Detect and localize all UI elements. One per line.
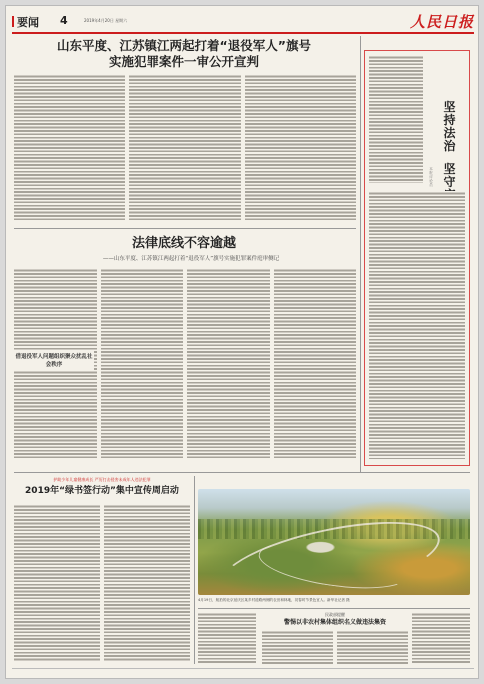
middle-subheadline: ——山东平度、江苏镇江两起打着“退役军人”旗号实施犯罪案件庭审侧记 (102, 256, 280, 262)
text-column (104, 504, 190, 662)
text-column (14, 504, 100, 662)
photo-caption: 4月19日，航拍的北京延庆区某乡村道路两侧的农田和林地，初春时节景色宜人。新华社记者 摄 (198, 598, 350, 602)
lower-story-body (262, 630, 408, 664)
text-column (129, 74, 240, 222)
top-story-side-column (268, 74, 356, 222)
masthead-logo: 人民日报 (409, 13, 474, 31)
commentary-intro-text (369, 55, 423, 183)
section-label (12, 14, 39, 30)
text-column (14, 74, 125, 222)
lower-left-text (198, 612, 256, 664)
text-column (187, 268, 270, 458)
text-column (274, 268, 357, 458)
text-column (337, 630, 408, 664)
lower-right-text (412, 612, 470, 664)
text-column (369, 55, 423, 183)
page-header (12, 12, 474, 34)
commentary-body (369, 191, 465, 459)
inset-title: 借退役军人问题组织聚众扰乱社会秩序 (14, 350, 94, 370)
text-column (262, 630, 333, 664)
vertical-divider (194, 476, 195, 664)
text-column (369, 191, 465, 459)
divider (14, 472, 470, 473)
middle-headline: 法律底线不容逾越 (131, 236, 236, 251)
page-number: 4 (60, 14, 68, 27)
bottom-story-body (14, 504, 190, 662)
top-headline-line-1: 山东平度、江苏镇江两起打着“退役军人”旗号 (57, 38, 311, 53)
lower-headline: 警惕以非农村集体组织名义做违法集资 (283, 619, 386, 626)
vertical-divider (360, 36, 361, 472)
commentary-box (364, 50, 470, 466)
divider (14, 228, 356, 229)
landscape-photo (198, 489, 470, 595)
section-name: 要闻 (17, 16, 39, 29)
issue-date: 2019年4月20日 星期六 (84, 18, 128, 23)
page-footer (12, 668, 474, 675)
text-column (268, 74, 356, 222)
text-column (412, 612, 470, 664)
bottom-kicker: 护助少年儿童健康成长 严厉打击侵害未成年人违法犯罪 (53, 477, 151, 482)
text-column (198, 612, 256, 664)
commentary-headline-part-1: 坚 持 法 治 (443, 100, 456, 153)
text-column (101, 268, 184, 458)
top-headline-line-2: 实施犯罪案件一审公开宣判 (108, 54, 259, 69)
divider (198, 608, 470, 609)
lower-kicker: 民政部提醒 (325, 612, 345, 617)
commentary-headline-part-2: 坚 守 (443, 162, 456, 189)
newspaper-page (5, 5, 479, 679)
bottom-headline: 2019年“绿书签行动”集中宣传周启动 (25, 486, 179, 496)
commentary-author: 本报评论员 (429, 167, 433, 187)
